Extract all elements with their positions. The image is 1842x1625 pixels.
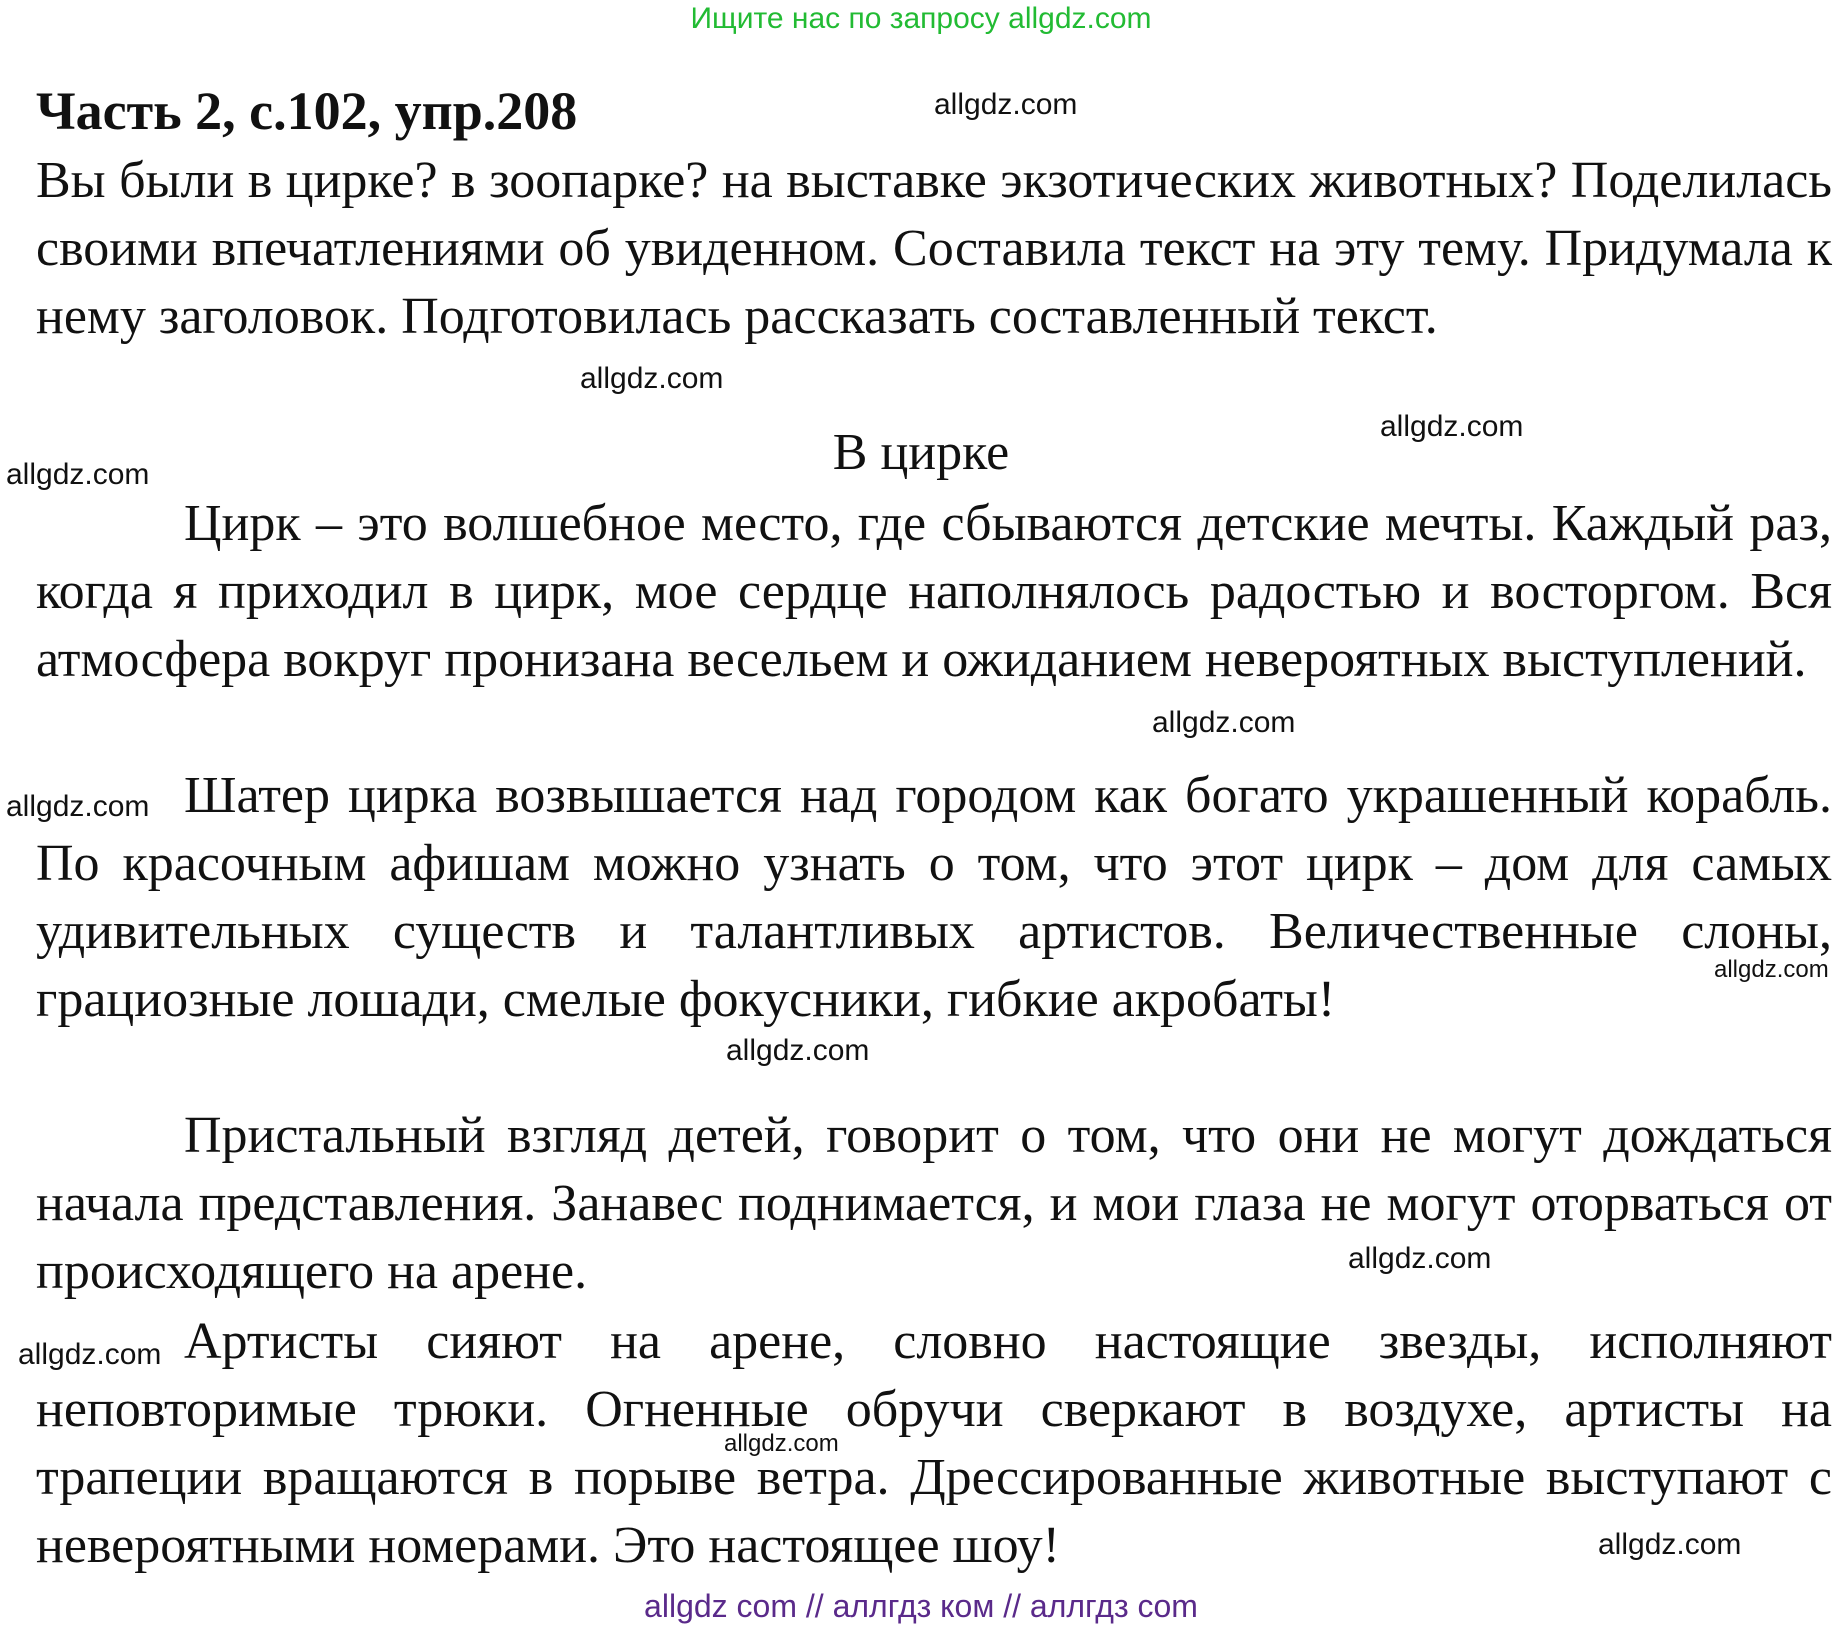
watermark: allgdz.com <box>1348 1242 1492 1275</box>
watermark: allgdz.com <box>6 790 150 823</box>
watermark: allgdz.com <box>724 1430 839 1457</box>
story-title: В цирке <box>832 424 1010 481</box>
watermark: allgdz.com <box>580 362 724 395</box>
watermark: allgdz.com <box>934 88 1078 121</box>
watermark: allgdz.com <box>1714 956 1829 983</box>
story-paragraph-1: Цирк – это волшебное место, где сбываются детские мечты. Каждый раз, когда я приходил в цирк, мое сердце наполнялось радостью и восторгом. Вся атмосфера вокруг пронизана весельем и ожиданием невероятных выступлений. <box>36 495 1832 688</box>
watermark: allgdz.com <box>1152 706 1296 739</box>
watermark: allgdz.com <box>18 1338 162 1371</box>
watermark: allgdz.com <box>1598 1528 1742 1561</box>
story-paragraph-3: Пристальный взгляд детей, говорит о том, что они не могут дождаться начала представления. Занавес поднимается, и мои глаза не могут оторваться от происходящего на арене. <box>36 1107 1832 1300</box>
top-banner: Ищите нас по запросу allgdz.com <box>690 2 1152 35</box>
task-text: Вы были в цирке? в зоопарке? на выставке экзотических животных? Поделилась своими впечатлениями об увиденном. Составила текст на эту тему. Придумала к нему заголовок. Подготовилась рассказать составленный текст. <box>36 152 1832 345</box>
story-paragraph-2: Шатер цирка возвышается над городом как богато украшенный корабль. По красочным афишам можно узнать о том, что этот цирк – дом для самых удивительных существ и талантливых артистов. Величественные слоны, грациозные лошади, смелые фокусники, гибкие акробаты! <box>36 767 1832 1028</box>
watermark: allgdz.com <box>726 1034 870 1067</box>
watermark: allgdz.com <box>1380 410 1524 443</box>
watermark: allgdz.com <box>6 458 150 491</box>
page-title: Часть 2, с.102, упр.208 <box>36 81 578 141</box>
bottom-banner: allgdz com // аллгдз ком // аллгдз com <box>644 1588 1198 1624</box>
story-paragraph-4: Артисты сияют на арене, словно настоящие звезды, исполняют неповторимые трюки. Огненные обручи сверкают в воздухе, артисты на трапеции вращаются в порыве ветра. Дрессированные животные выступают с невероятными номерами. Это настоящее шоу! <box>36 1313 1832 1574</box>
